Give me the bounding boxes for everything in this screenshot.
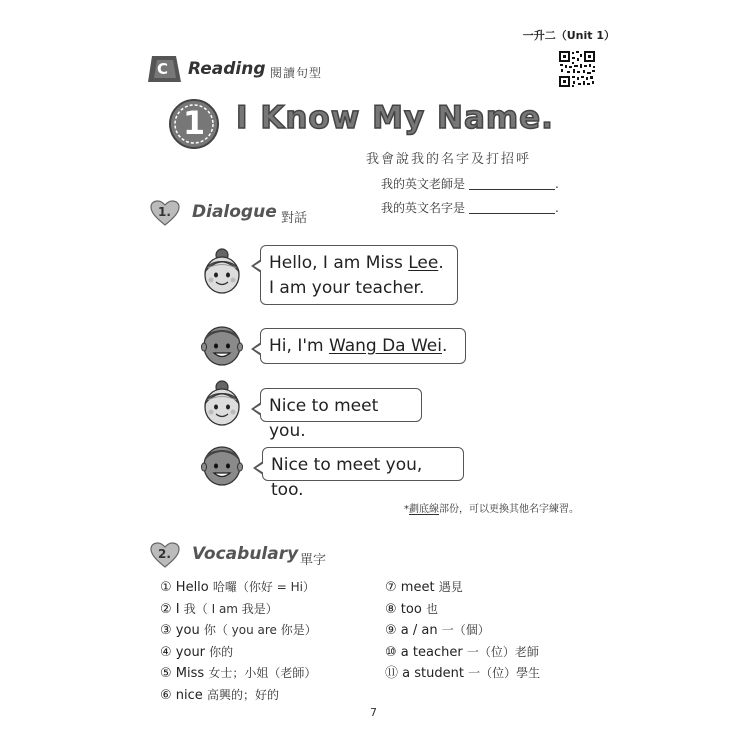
note-star: * [404,504,409,515]
line-text: . [441,336,448,356]
vocab-item: ③ you 你（ you are 你是） [160,623,317,638]
lesson-subtitle: 我會說我的名字及打招呼 [366,152,532,167]
section-badge-icon [148,54,182,84]
vocab-item: ⑪ a student 一（位）學生 [385,666,541,681]
speech-bubble [260,328,466,364]
lesson-title: I Know My Name. [236,100,554,136]
vocab-item: ⑧ too 也 [385,601,438,617]
underlined-name: Lee [408,253,439,273]
line-text: Hello, I am Miss [269,253,409,273]
unit-label: 一升二（Unit 1） [522,29,615,42]
section-number: 1. [158,205,171,219]
vocab-item: ⑥ nice 高興的；好的 [160,687,279,703]
line-text: Nice to meet you, too. [271,455,423,500]
dialogue-title: Dialogue [192,202,277,222]
vocab-item: ② I 我（ I am 我是） [160,601,278,617]
fill-label: 我的英文老師是 [381,177,466,191]
vocabulary-title-zh: 單字 [300,553,327,568]
period: . [555,201,559,215]
heart-icon [150,200,178,226]
vocab-item: ④ your 你的 [160,644,234,660]
vocab-list-right [385,577,540,685]
note-underlined: 劃底線 [409,504,439,515]
dialogue-title-zh: 對話 [281,211,308,226]
fill-line-teacher [381,175,559,192]
vocab-list-left [160,577,317,706]
fill-line-name [381,199,559,216]
boy-face-icon [198,320,246,368]
section-letter: C [157,60,169,78]
line-text: Nice to meet you. [269,396,379,441]
note-text: 部份，可以更換其他名字練習。 [439,504,579,515]
line-text: Hi, I'm [269,336,329,356]
boy-face-icon [198,440,246,488]
blank-field[interactable] [469,177,555,190]
dialogue-line-2: I am your teacher. [269,278,425,298]
blank-field[interactable] [469,201,555,214]
qr-code-icon[interactable] [558,50,596,88]
speech-bubble [262,447,464,500]
vocab-item: ⑩ a teacher 一（位）老師 [385,644,539,660]
dialogue-line [269,251,449,276]
vocabulary-title: Vocabulary [192,544,299,564]
section-number: 2. [158,547,171,561]
lesson-number-badge [168,98,220,150]
line-text: . [438,253,444,273]
vocab-item: ⑦ meet 遇見 [385,580,463,595]
section-title: Reading [188,59,266,79]
section-title-zh: 閱讀句型 [270,66,323,80]
page-number: 7 [370,706,377,719]
speech-bubble [260,245,458,305]
lesson-number: 1 [182,104,206,142]
vocab-item: ⑨ a / an 一（個） [385,623,490,638]
heart-icon [150,542,178,568]
speech-bubble [260,388,422,441]
dialogue-note [404,500,579,515]
vocab-item: ① Hello 哈囉（你好 = Hi） [160,580,315,595]
underlined-name: Wang Da Wei [328,336,442,356]
vocab-item: ⑤ Miss 女士；小姐（老師） [160,666,317,681]
period: . [555,177,559,191]
fill-label: 我的英文名字是 [381,201,466,215]
girl-face-icon [198,248,246,296]
girl-face-icon [198,380,246,428]
